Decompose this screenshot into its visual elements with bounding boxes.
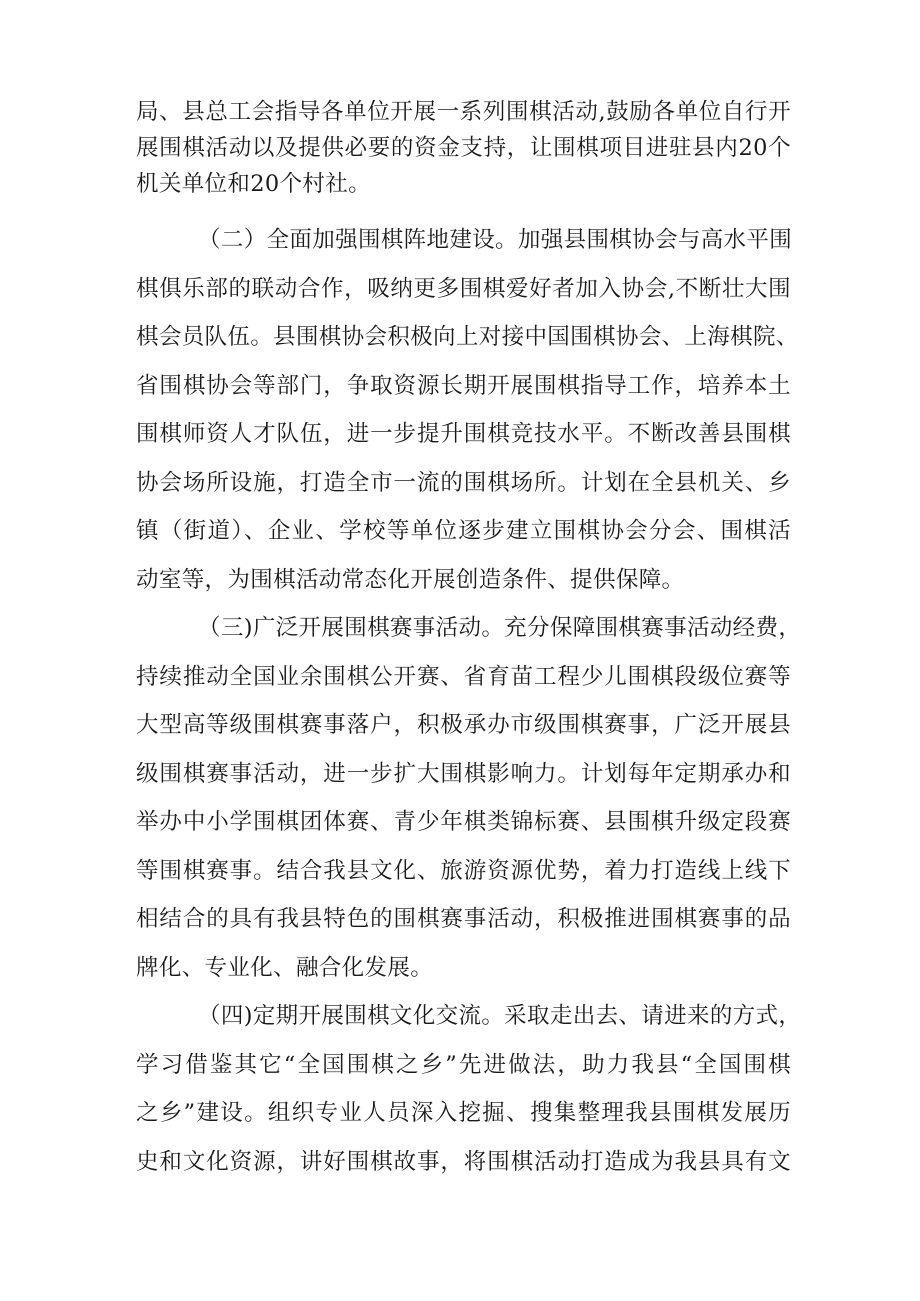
paragraph-line: （四)定期开展围棋文化交流。采取走出去、请进来的方式， bbox=[198, 1003, 802, 1029]
paragraph-line: 局、县总工会指导各单位开展一系列围棋活动,鼓励各单位自行开 bbox=[136, 99, 791, 125]
paragraph-line: 举办中小学围棋团体赛、青少年棋类锦标赛、县围棋升级定段赛 bbox=[136, 809, 791, 835]
paragraph-line: 等围棋赛事。结合我县文化、旅游资源优势，着力打造线上线下 bbox=[136, 857, 791, 884]
paragraph-line: 大型高等级围棋赛事落户，积极承办市级围棋赛事，广泛开展县 bbox=[136, 712, 791, 738]
paragraph-line: 牌化、专业化、融合化发展。 bbox=[136, 954, 434, 981]
paragraph-1 bbox=[136, 94, 791, 202]
paragraph-line: 省围棋协会等部门，争取资源长期开展围棋指导工作，培养本土 bbox=[136, 372, 791, 399]
paragraph-line: 机关单位和20个村社。 bbox=[136, 171, 371, 197]
paragraph-line: 展围棋活动以及提供必要的资金支持，让围棋项目进驻县内20个 bbox=[136, 135, 791, 161]
paragraph-line: 之乡”建设。组织专业人员深入挖掘、搜集整理我县围棋发展历 bbox=[136, 1100, 791, 1126]
paragraph-2 bbox=[136, 216, 799, 604]
paragraph-line: （三)广泛开展围棋赛事活动。充分保障围棋赛事活动经费， bbox=[198, 615, 802, 641]
paragraph-line: 棋会员队伍。县围棋协会积极向上对接中国围棋协会、上海棋院、 bbox=[136, 324, 799, 350]
paragraph-line: 持续推动全国业余围棋公开赛、省育苗工程少儿围棋段级位赛等 bbox=[136, 663, 791, 690]
paragraph-line: 学习借鉴其它“全国围棋之乡”先进做法，助力我县“全国围棋 bbox=[136, 1051, 791, 1078]
paragraph-line: 棋俱乐部的联动合作，吸纳更多围棋爱好者加入协会,不断壮大围 bbox=[136, 275, 791, 302]
paragraph-line: 围棋师资人才队伍，进一步提升围棋竞技水平。不断改善县围棋 bbox=[136, 421, 791, 447]
paragraph-4 bbox=[136, 992, 802, 1186]
paragraph-line: 协会场所设施，打造全市一流的围棋场所。计划在全县机关、乡 bbox=[136, 469, 791, 496]
paragraph-line: （二）全面加强围棋阵地建设。加强县围棋协会与高水平围 bbox=[198, 227, 793, 253]
document-page bbox=[136, 94, 802, 1186]
paragraph-line: 级围棋赛事活动，进一步扩大围棋影响力。计划每年定期承办和 bbox=[136, 760, 791, 787]
paragraph-3 bbox=[136, 604, 802, 992]
paragraph-line: 史和文化资源，讲好围棋故事，将围棋活动打造成为我县具有文 bbox=[136, 1148, 791, 1175]
paragraph-line: 相结合的具有我县特色的围棋赛事活动，积极推进围棋赛事的品 bbox=[136, 906, 791, 932]
paragraph-line: 动室等，为围棋活动常态化开展创造条件、提供保障。 bbox=[136, 566, 685, 593]
paragraph-line: 镇（街道）、企业、学校等单位逐步建立围棋协会分会、围棋活 bbox=[136, 518, 791, 544]
